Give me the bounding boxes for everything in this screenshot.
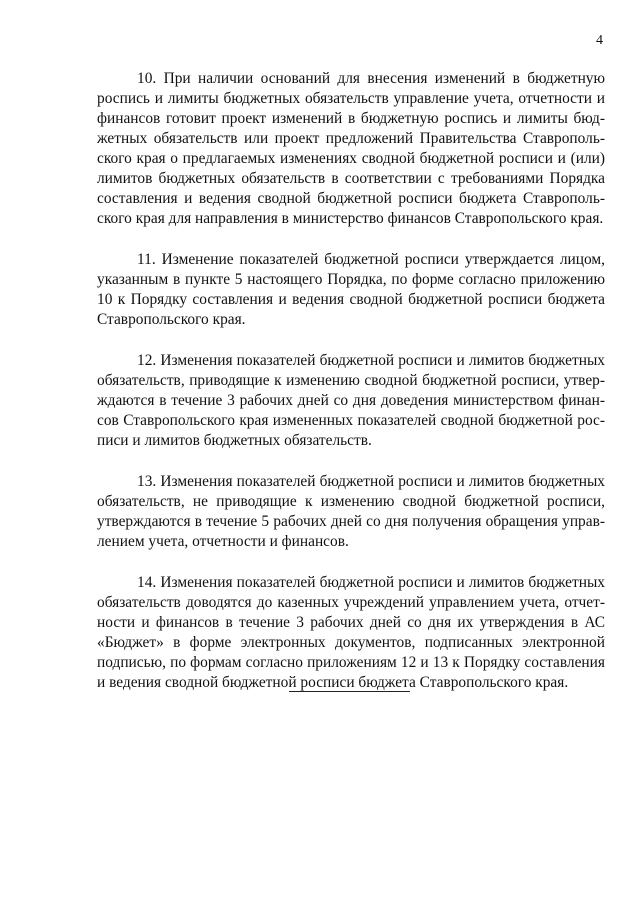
paragraph-10: 10. При наличии оснований для внесения изменений в бюджетную роспись и лимиты бюджетных обязательств управление учета, отчетности и финансов готовит проект изменений в бюджетную роспись и лимиты бюджетных обязательств или проект предложений Правительства Ставропольского края о предлагаемых изменениях сводной бюджетной росписи и (или) лимитов бюджетных обязательств в соответствии с требованиями Порядка составления и ведения сводной бюджетной росписи бюджета Ставропольского края для направления в министерство финансов Ставропольского края. — [97, 70, 605, 227]
paragraph-12: 12. Изменения показателей бюджетной росписи и лимитов бюджетных обязательств, приводящие к изменению сводной бюджетной росписи, утверждаются в течение 3 рабочих дней со дня доведения министерством финансов Ставропольского края измененных показателей сводной бюджетной росписи и лимитов бюджетных обязательств. — [97, 352, 605, 449]
document-body — [97, 69, 605, 714]
paragraph-11: 11. Изменение показателей бюджетной росписи утверждается лицом, указанным в пункте 5 настоящего Порядка, по форме согласно приложению 10 к Порядку составления и ведения сводной бюджетной росписи бюджета Ставропольского края. — [97, 251, 605, 328]
end-separator-line — [289, 691, 410, 692]
paragraph-14: 14. Изменения показателей бюджетной росписи и лимитов бюджетных обязательств доводятся до казенных учреждений управлением учета, отчетности и финансов в течение 3 рабочих дней со дня их утверждения в АС «Бюджет» в форме электронных документов, подписанных электронной подписью, по формам согласно приложениям 12 и 13 к Порядку составления и ведения сводной бюджетной росписи бюджета Ставропольского края. — [97, 574, 605, 691]
paragraph-13: 13. Изменения показателей бюджетной росписи и лимитов бюджетных обязательств, не приводящие к изменению сводной бюджетной росписи, утверждаются в течение 5 рабочих дней со дня получения обращения управлением учета, отчетности и финансов. — [97, 473, 605, 550]
page-number: 4 — [596, 33, 603, 48]
